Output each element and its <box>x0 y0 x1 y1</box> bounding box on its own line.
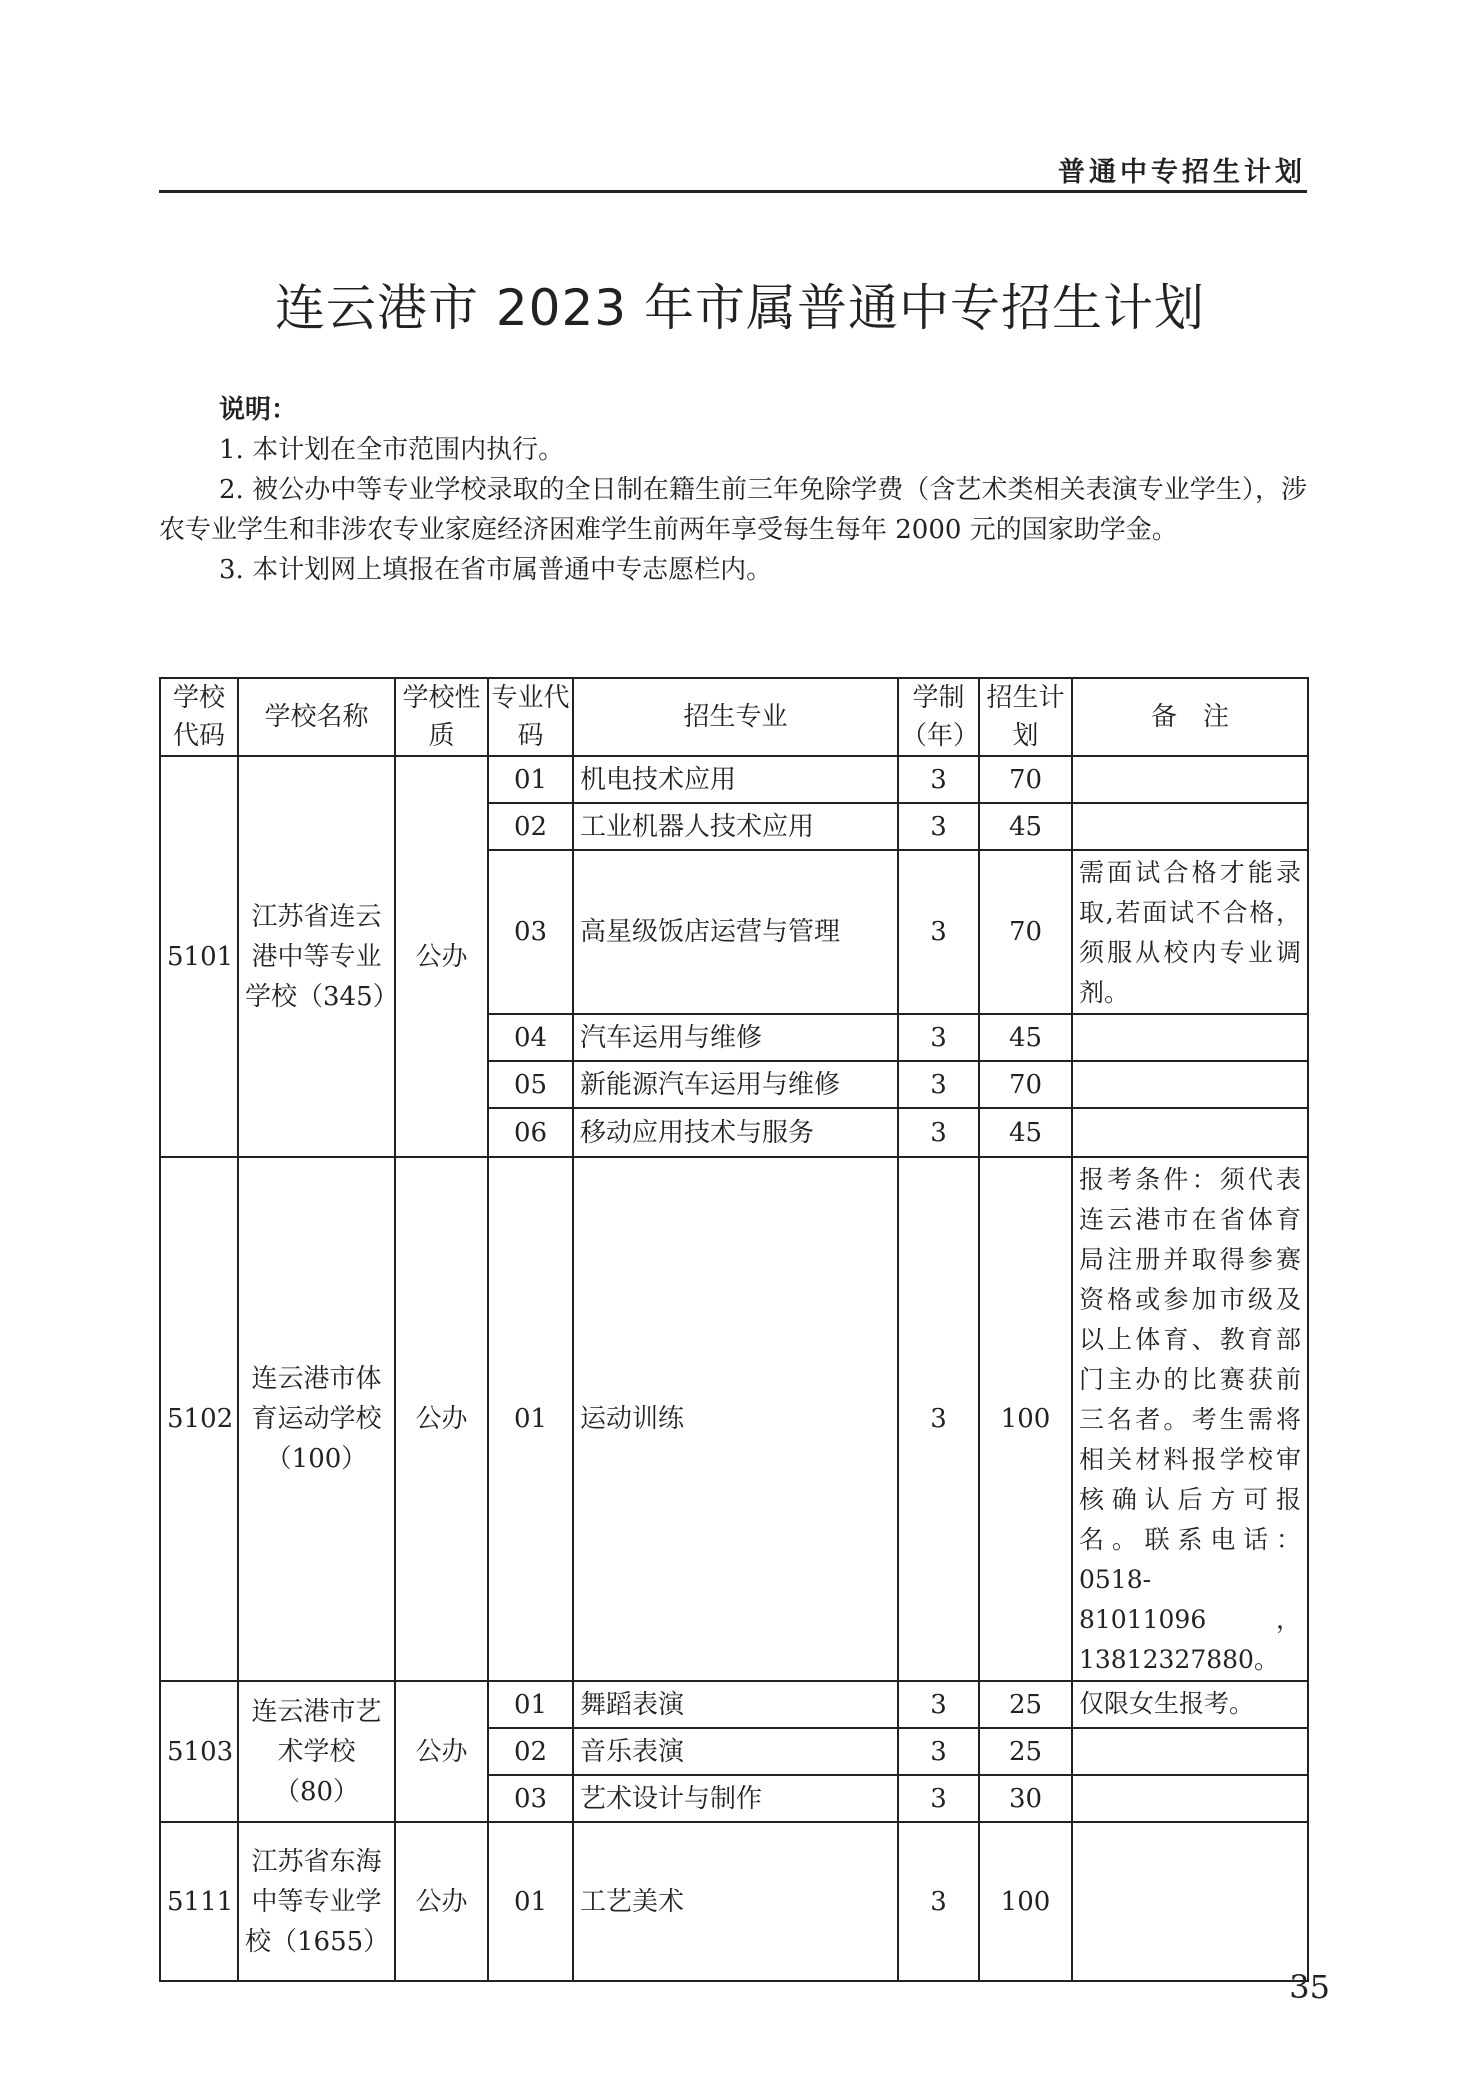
school-code: 5101 <box>160 756 238 1157</box>
table-row <box>160 1157 1308 1681</box>
school-code: 5111 <box>160 1822 238 1981</box>
school-type: 公办 <box>395 1681 488 1822</box>
major-code: 03 <box>488 1775 573 1822</box>
header-rule <box>159 190 1307 193</box>
remark <box>1072 756 1308 803</box>
page-number: 35 <box>1289 1968 1330 2006</box>
major-code: 06 <box>488 1108 573 1157</box>
enrollment-table <box>159 677 1309 1982</box>
table-row <box>160 1822 1308 1981</box>
remark <box>1072 1061 1308 1108</box>
column-header: 学制（年） <box>898 678 979 756</box>
column-header: 专业代码 <box>488 678 573 756</box>
column-header: 学校名称 <box>238 678 395 756</box>
major-name: 汽车运用与维修 <box>573 1014 898 1061</box>
major-code: 01 <box>488 1822 573 1981</box>
major-code: 01 <box>488 1681 573 1728</box>
column-header: 备 注 <box>1072 678 1308 756</box>
enrollment-plan: 100 <box>979 1157 1072 1681</box>
remark <box>1072 1108 1308 1157</box>
school-code: 5102 <box>160 1157 238 1681</box>
column-header: 学校性质 <box>395 678 488 756</box>
notes-heading: 说明： <box>219 395 298 425</box>
enrollment-plan: 70 <box>979 756 1072 803</box>
major-name: 工业机器人技术应用 <box>573 803 898 850</box>
duration: 3 <box>898 1728 979 1775</box>
major-name: 运动训练 <box>573 1157 898 1681</box>
major-code: 01 <box>488 1157 573 1681</box>
enrollment-plan: 45 <box>979 1014 1072 1061</box>
enrollment-plan: 25 <box>979 1728 1072 1775</box>
remark <box>1072 1014 1308 1061</box>
school-type: 公办 <box>395 1157 488 1681</box>
duration: 3 <box>898 1014 979 1061</box>
major-code: 05 <box>488 1061 573 1108</box>
major-name: 工艺美术 <box>573 1822 898 1981</box>
school-code: 5103 <box>160 1681 238 1822</box>
school-type: 公办 <box>395 756 488 1157</box>
major-name: 机电技术应用 <box>573 756 898 803</box>
enrollment-plan: 30 <box>979 1775 1072 1822</box>
duration: 3 <box>898 1822 979 1981</box>
note-item: 3. 本计划网上填报在省市属普通中专志愿栏内。 <box>219 555 773 585</box>
table-row <box>160 1681 1308 1728</box>
major-name: 高星级饭店运营与管理 <box>573 850 898 1014</box>
enrollment-plan: 70 <box>979 850 1072 1014</box>
major-name: 音乐表演 <box>573 1728 898 1775</box>
duration: 3 <box>898 1108 979 1157</box>
school-type: 公办 <box>395 1822 488 1981</box>
table-row <box>160 756 1308 803</box>
remark: 报考条件：须代表连云港市在省体育局注册并取得参赛资格或参加市级及以上体育、教育部门主办的比赛获前三名者。考生需将相关材料报学校审核确认后方可报名。联系电话：0518-81011096，13812327880。 <box>1072 1157 1308 1681</box>
note-item: 2. 被公办中等专业学校录取的全日制在籍生前三年免除学费（含艺术类相关表演专业学生），涉农专业学生和非涉农专业家庭经济困难学生前两年享受每生每年 2000 元的国家助学金。 <box>159 475 1307 545</box>
school-name: 连云港市体育运动学校（100） <box>238 1157 395 1681</box>
enrollment-plan: 45 <box>979 803 1072 850</box>
major-code: 01 <box>488 756 573 803</box>
duration: 3 <box>898 1061 979 1108</box>
major-code: 02 <box>488 803 573 850</box>
duration: 3 <box>898 1157 979 1681</box>
duration: 3 <box>898 1681 979 1728</box>
major-code: 03 <box>488 850 573 1014</box>
duration: 3 <box>898 803 979 850</box>
duration: 3 <box>898 1775 979 1822</box>
remark: 仅限女生报考。 <box>1072 1681 1308 1728</box>
column-header: 学校代码 <box>160 678 238 756</box>
duration: 3 <box>898 850 979 1014</box>
remark: 需面试合格才能录取,若面试不合格，须服从校内专业调剂。 <box>1072 850 1308 1014</box>
column-header: 招生计划 <box>979 678 1072 756</box>
duration: 3 <box>898 756 979 803</box>
remark <box>1072 1775 1308 1822</box>
running-header: 普通中专招生计划 <box>1058 157 1306 188</box>
page-title: 连云港市 2023 年市属普通中专招生计划 <box>274 279 1206 337</box>
enrollment-plan: 45 <box>979 1108 1072 1157</box>
major-name: 新能源汽车运用与维修 <box>573 1061 898 1108</box>
note-item: 1. 本计划在全市范围内执行。 <box>219 435 565 465</box>
notes <box>159 390 1307 590</box>
column-header: 招生专业 <box>573 678 898 756</box>
remark <box>1072 1822 1308 1981</box>
remark <box>1072 803 1308 850</box>
school-name: 江苏省东海中等专业学校（1655） <box>238 1822 395 1981</box>
major-name: 移动应用技术与服务 <box>573 1108 898 1157</box>
remark <box>1072 1728 1308 1775</box>
school-name: 连云港市艺术学校（80） <box>238 1681 395 1822</box>
major-code: 02 <box>488 1728 573 1775</box>
enrollment-plan: 70 <box>979 1061 1072 1108</box>
major-name: 舞蹈表演 <box>573 1681 898 1728</box>
enrollment-plan: 25 <box>979 1681 1072 1728</box>
major-code: 04 <box>488 1014 573 1061</box>
enrollment-plan: 100 <box>979 1822 1072 1981</box>
major-name: 艺术设计与制作 <box>573 1775 898 1822</box>
school-name: 江苏省连云港中等专业学校（345） <box>238 756 395 1157</box>
